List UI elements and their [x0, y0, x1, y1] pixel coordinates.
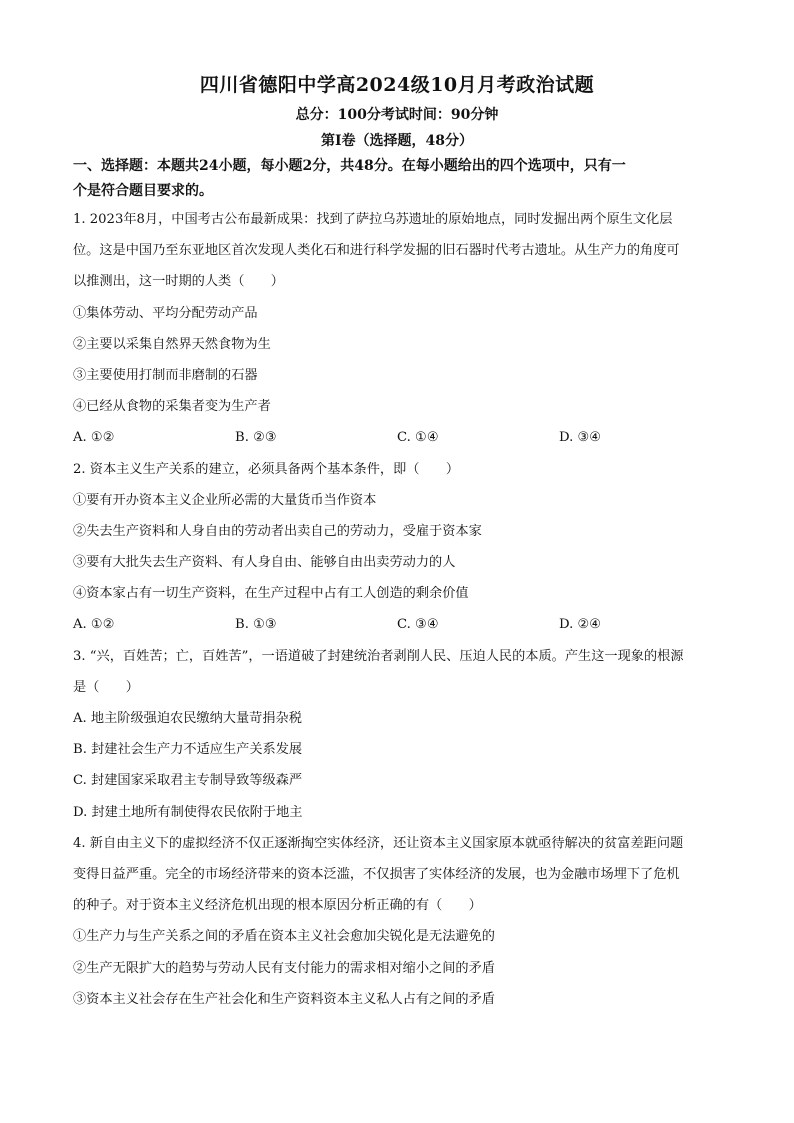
questions-body	[73, 204, 721, 1015]
q3-stem-line-1: 3. “兴，百姓苦；亡，百姓苦”，一语道破了封建统治者剥削人民、压迫人民的本质。产生这一现象的根源	[73, 648, 684, 664]
q2-option-d: D. ②④	[559, 617, 602, 633]
q1-statement-1: ①集体劳动、平均分配劳动产品	[73, 305, 258, 321]
q2-stem-line-1: 2. 资本主义生产关系的建立，必须具备两个基本条件，即（ ）	[73, 461, 460, 477]
q1-statement-4: ④已经从食物的采集者变为生产者	[73, 399, 271, 415]
q4-statement-2: ②生产无限扩大的趋势与劳动人民有支付能力的需求相对缩小之间的矛盾	[73, 960, 495, 976]
q4-statement-3: ③资本主义社会存在生产社会化和生产资料资本主义私人占有之间的矛盾	[73, 991, 495, 1007]
score-time-line: 总分：100分考试时间：90分钟	[295, 107, 499, 123]
q1-option-a: A. ①②	[73, 430, 115, 446]
q1-option-d: D. ③④	[559, 430, 602, 446]
q1-statement-2: ②主要以采集自然界天然食物为生	[73, 336, 271, 352]
q1-stem-line-2: 位。这是中国乃至东亚地区首次发现人类化石和进行科学发掘的旧石器时代考古遗址。从生产力的角度可	[73, 243, 680, 259]
exam-title: 四川省德阳中学高2024级10月月考政治试题	[199, 74, 595, 96]
q2-option-a: A. ①②	[73, 617, 115, 633]
q4-stem-line-2: 变得日益严重。完全的市场经济带来的资本泛滥，不仅损害了实体经济的发展，也为金融市场埋下了危机	[73, 866, 680, 882]
q2-option-b: B. ①③	[235, 617, 277, 633]
q3-option-b: B. 封建社会生产力不适应生产关系发展	[73, 742, 303, 758]
q3-option-a: A. 地主阶级强迫农民缴纳大量苛捐杂税	[73, 711, 302, 726]
q2-statement-2: ②失去生产资料和人身自由的劳动者出卖自己的劳动力，受雇于资本家	[73, 523, 482, 539]
q4-statement-1: ①生产力与生产关系之间的矛盾在资本主义社会愈加尖锐化是无法避免的	[73, 929, 495, 945]
q1-options	[73, 422, 721, 453]
q2-statement-3: ③要有大批失去生产资料、有人身自由、能够自由出卖劳动力的人	[73, 555, 456, 571]
q1-stem-line-3: 以推测出，这一时期的人类（ ）	[73, 274, 284, 290]
q1-stem-line-1: 1. 2023年8月，中国考古公布最新成果：找到了萨拉乌苏遗址的原始地点，同时发掘出两个原生文化层	[73, 212, 673, 227]
q4-stem-line-3: 的种子。对于资本主义经济危机出现的根本原因分析正确的有（ ）	[73, 898, 482, 914]
q2-options	[73, 609, 721, 640]
q2-statement-1: ①要有开办资本主义企业所必需的大量货币当作资本	[73, 492, 377, 508]
q2-option-c: C. ③④	[397, 617, 439, 633]
section-instructions	[73, 154, 723, 204]
q3-option-c: C. 封建国家采取君主专制导致等级森严	[73, 773, 303, 789]
volume-heading: 第Ⅰ卷（选择题，48分）	[320, 133, 474, 149]
section-instructions-line-1: 一、选择题：本题共24小题，每小题2分，共48分。在每小题给出的四个选项中，只有一	[73, 158, 626, 174]
q3-option-d: D. 封建土地所有制使得农民依附于地主	[73, 804, 303, 820]
q2-statement-4: ④资本家占有一切生产资料，在生产过程中占有工人创造的剩余价值	[73, 586, 469, 602]
q4-stem-line-1: 4. 新自由主义下的虚拟经济不仅正逐渐掏空实体经济，还让资本主义国家原本就亟待解决的贫富差距问题	[73, 835, 684, 851]
section-instructions-line-2: 个是符合题目要求的。	[73, 183, 213, 199]
q1-option-b: B. ②③	[235, 430, 277, 446]
q1-option-c: C. ①④	[397, 430, 439, 446]
q3-stem-line-2: 是（ ）	[73, 679, 139, 695]
q1-statement-3: ③主要使用打制而非磨制的石器	[73, 367, 258, 383]
